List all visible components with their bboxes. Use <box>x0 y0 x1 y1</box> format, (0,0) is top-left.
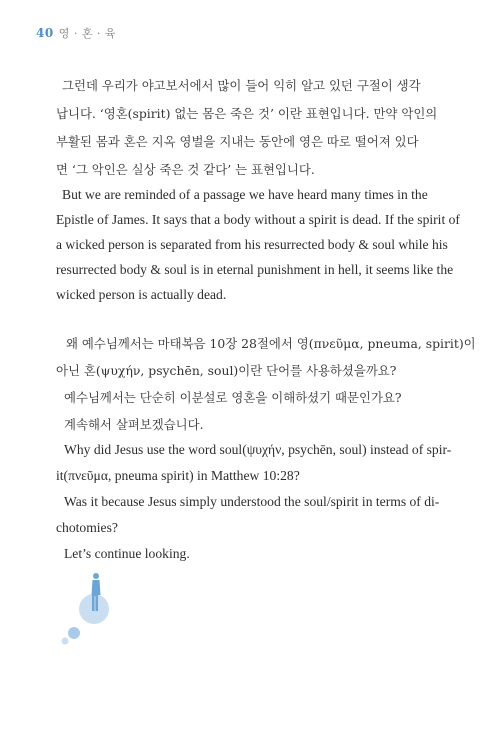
running-header <box>36 25 116 41</box>
text-line: 면 ‘그 악인은 실상 죽은 것 같다’ 는 표현입니다. <box>56 162 315 177</box>
text-line: a wicked person is separated from his resurrected body & soul while his <box>56 237 448 252</box>
small-circle-decoration <box>62 638 69 645</box>
text-line: resurrected body & soul is in eternal punishment in hell, it seems like the <box>56 262 454 277</box>
text-line: it(πνεῦμα, pneuma spirit) in Matthew 10:28? <box>56 468 300 483</box>
decorative-figure-illustration <box>54 565 124 645</box>
text-line: chotomies? <box>56 520 118 535</box>
text-line: 부활된 몸과 혼은 지옥 영벌을 지내는 동안에 영은 따로 떨어져 있다 <box>56 134 419 149</box>
text-line: Was it because Jesus simply understood the soul/spirit in terms of di- <box>64 494 440 509</box>
page-number: 40 <box>36 26 54 40</box>
chapter-title: 영 · 혼 · 육 <box>58 27 117 40</box>
text-line: 아닌 혼(ψυχήν, psychēn, soul)이란 단어를 사용하셨을까요? <box>56 363 397 378</box>
text-line: Why did Jesus use the word soul(ψυχήν, psychēn, soul) instead of spir- <box>64 442 452 457</box>
medium-circle-decoration <box>68 627 80 639</box>
text-line: 예수님께서는 단순히 이분설로 영혼을 이해하셨기 때문인가요? <box>64 390 402 405</box>
text-line: 그런데 우리가 야고보서에서 많이 들어 익히 알고 있던 구절이 생각 <box>62 78 421 93</box>
text-line: 왜 예수님께서는 마태복음 10장 28절에서 영(πνεῦμα, pneuma, spirit)이 <box>66 336 476 351</box>
text-line: Let’s continue looking. <box>64 546 190 561</box>
text-line: 납니다. ‘영혼(spirit) 없는 몸은 죽은 것’ 이란 표현입니다. 만약 악인의 <box>56 106 438 121</box>
text-line: 계속해서 살펴보겠습니다. <box>64 417 204 432</box>
text-line: But we are reminded of a passage we have heard many times in the <box>62 187 428 202</box>
text-line: wicked person is actually dead. <box>56 287 227 302</box>
text-line: Epistle of James. It says that a body without a spirit is dead. If the spirit of <box>56 212 460 227</box>
